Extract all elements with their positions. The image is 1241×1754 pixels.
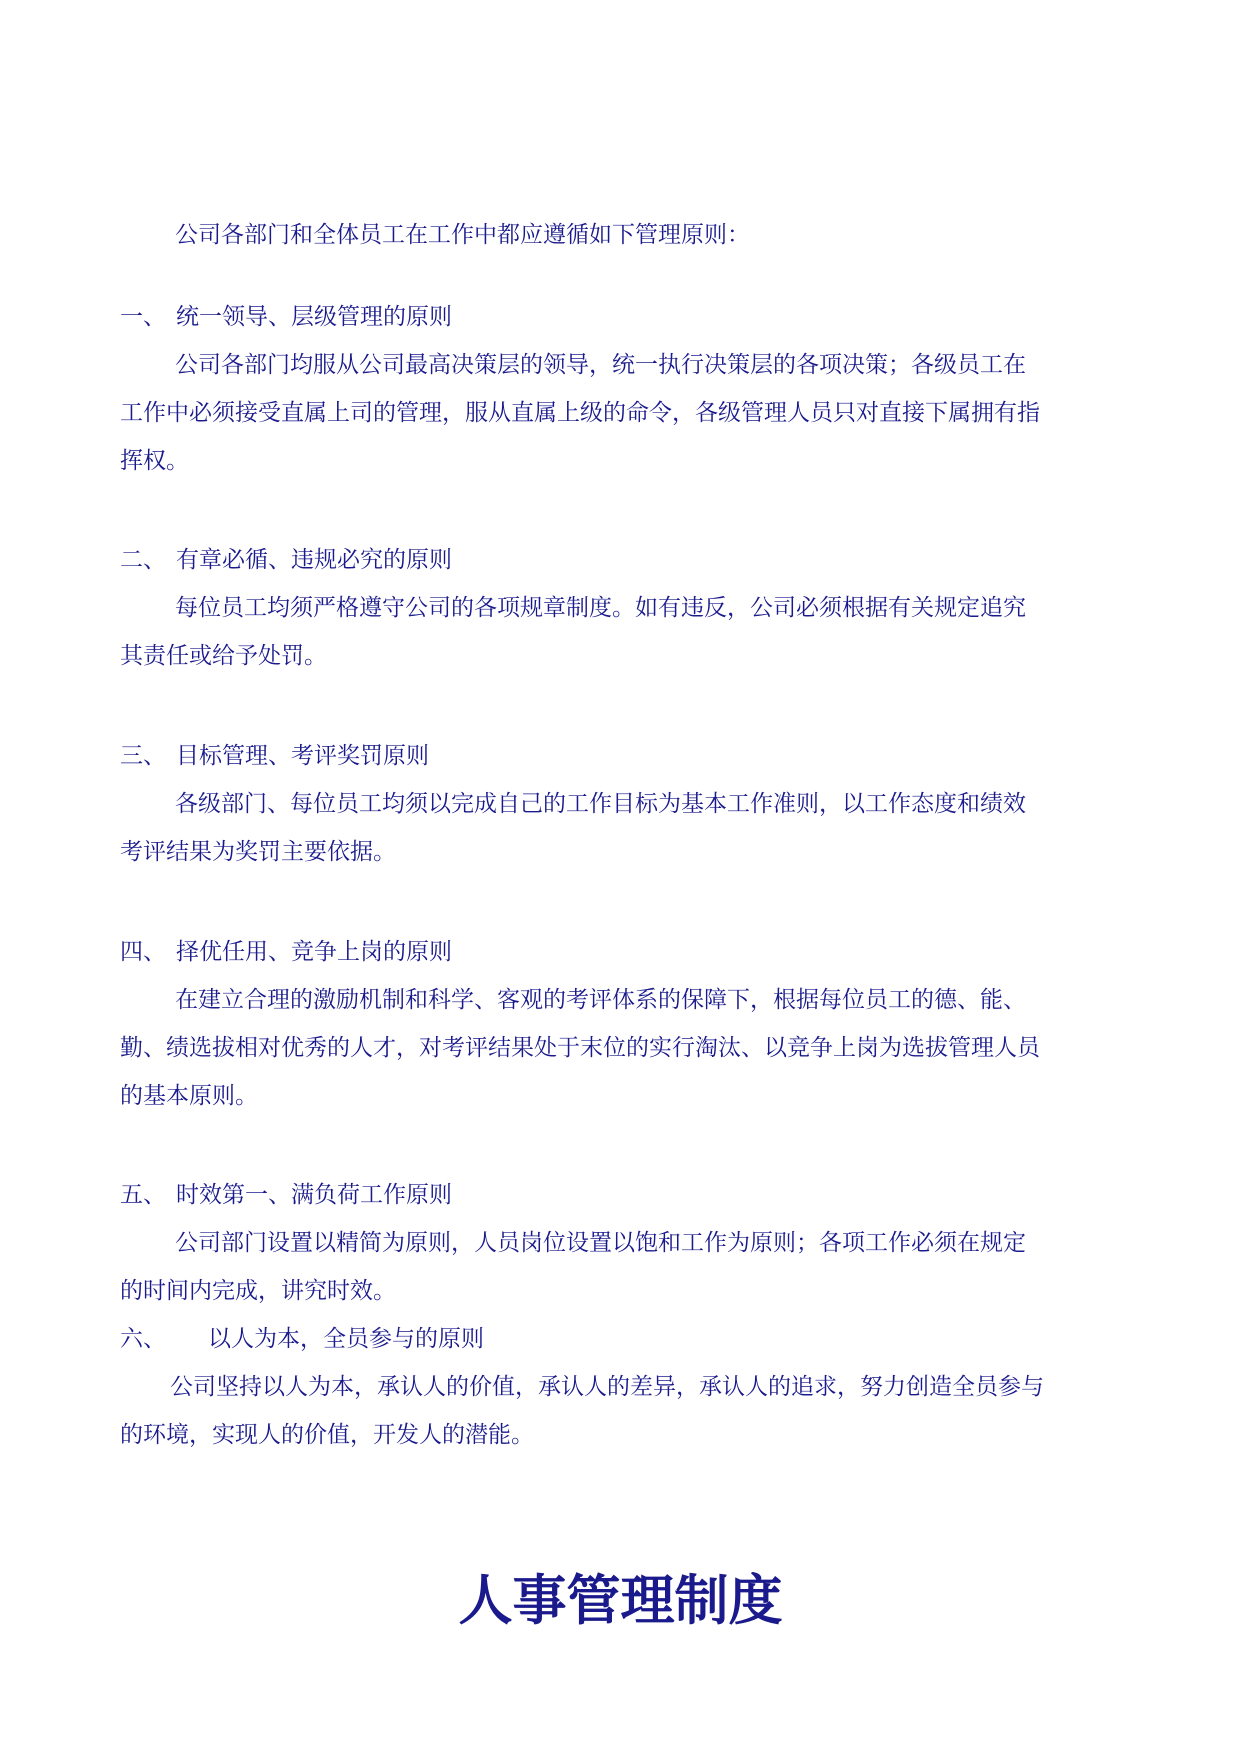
- section-3-line-2: 考评结果为奖罚主要依据。: [120, 839, 396, 865]
- section-5-line-2: 的时间内完成，讲究时效。: [120, 1278, 396, 1304]
- section-5-line-1: 公司部门设置以精简为原则，人员岗位设置以饱和工作为原则；各项工作必须在规定: [175, 1230, 1026, 1256]
- section-3-number: 三、: [120, 743, 166, 769]
- section-6-number: 六、: [120, 1326, 166, 1352]
- section-1-number: 一、: [120, 304, 166, 330]
- section-2-line-1: 每位员工均须严格遵守公司的各项规章制度。如有违反，公司必须根据有关规定追究: [175, 595, 1026, 621]
- section-3-heading: [120, 741, 429, 771]
- section-4-line-3: 的基本原则。: [120, 1083, 258, 1109]
- section-1-line-2: 工作中必须接受直属上司的管理，服从直属上级的命令，各级管理人员只对直接下属拥有指: [120, 400, 1040, 426]
- section-4-title: 择优任用、竞争上岗的原则: [176, 939, 452, 965]
- section-1-line-1: 公司各部门均服从公司最高决策层的领导，统一执行决策层的各项决策；各级员工在: [175, 352, 1026, 378]
- section-2-heading: [120, 545, 452, 575]
- section-4-line-1: 在建立合理的激励机制和科学、客观的考评体系的保障下，根据每位员工的德、能、: [175, 987, 1026, 1013]
- document-title: 人事管理制度: [458, 1568, 783, 1632]
- section-1-heading: [120, 302, 452, 332]
- section-3-title: 目标管理、考评奖罚原则: [176, 743, 429, 769]
- section-5-heading: [120, 1180, 452, 1210]
- section-1-line-3: 挥权。: [120, 448, 189, 474]
- section-6-heading: [120, 1324, 484, 1354]
- section-4-heading: [120, 937, 452, 967]
- section-6-title: 以人为本，全员参与的原则: [208, 1326, 484, 1352]
- section-1-title: 统一领导、层级管理的原则: [176, 304, 452, 330]
- section-6-line-2: 的环境，实现人的价值，开发人的潜能。: [120, 1422, 534, 1448]
- section-3-line-1: 各级部门、每位员工均须以完成自己的工作目标为基本工作准则，以工作态度和绩效: [175, 791, 1026, 817]
- section-4-number: 四、: [120, 939, 166, 965]
- intro-text: 公司各部门和全体员工在工作中都应遵循如下管理原则：: [175, 222, 750, 248]
- section-2-number: 二、: [120, 547, 166, 573]
- section-5-title: 时效第一、满负荷工作原则: [176, 1182, 452, 1208]
- section-2-title: 有章必循、违规必究的原则: [176, 547, 452, 573]
- section-6-line-1: 公司坚持以人为本，承认人的价值，承认人的差异，承认人的追求，努力创造全员参与: [170, 1374, 1044, 1400]
- section-5-number: 五、: [120, 1182, 166, 1208]
- section-2-line-2: 其责任或给予处罚。: [120, 643, 327, 669]
- section-4-line-2: 勤、绩选拔相对优秀的人才，对考评结果处于末位的实行淘汰、以竞争上岗为选拔管理人员: [120, 1035, 1040, 1061]
